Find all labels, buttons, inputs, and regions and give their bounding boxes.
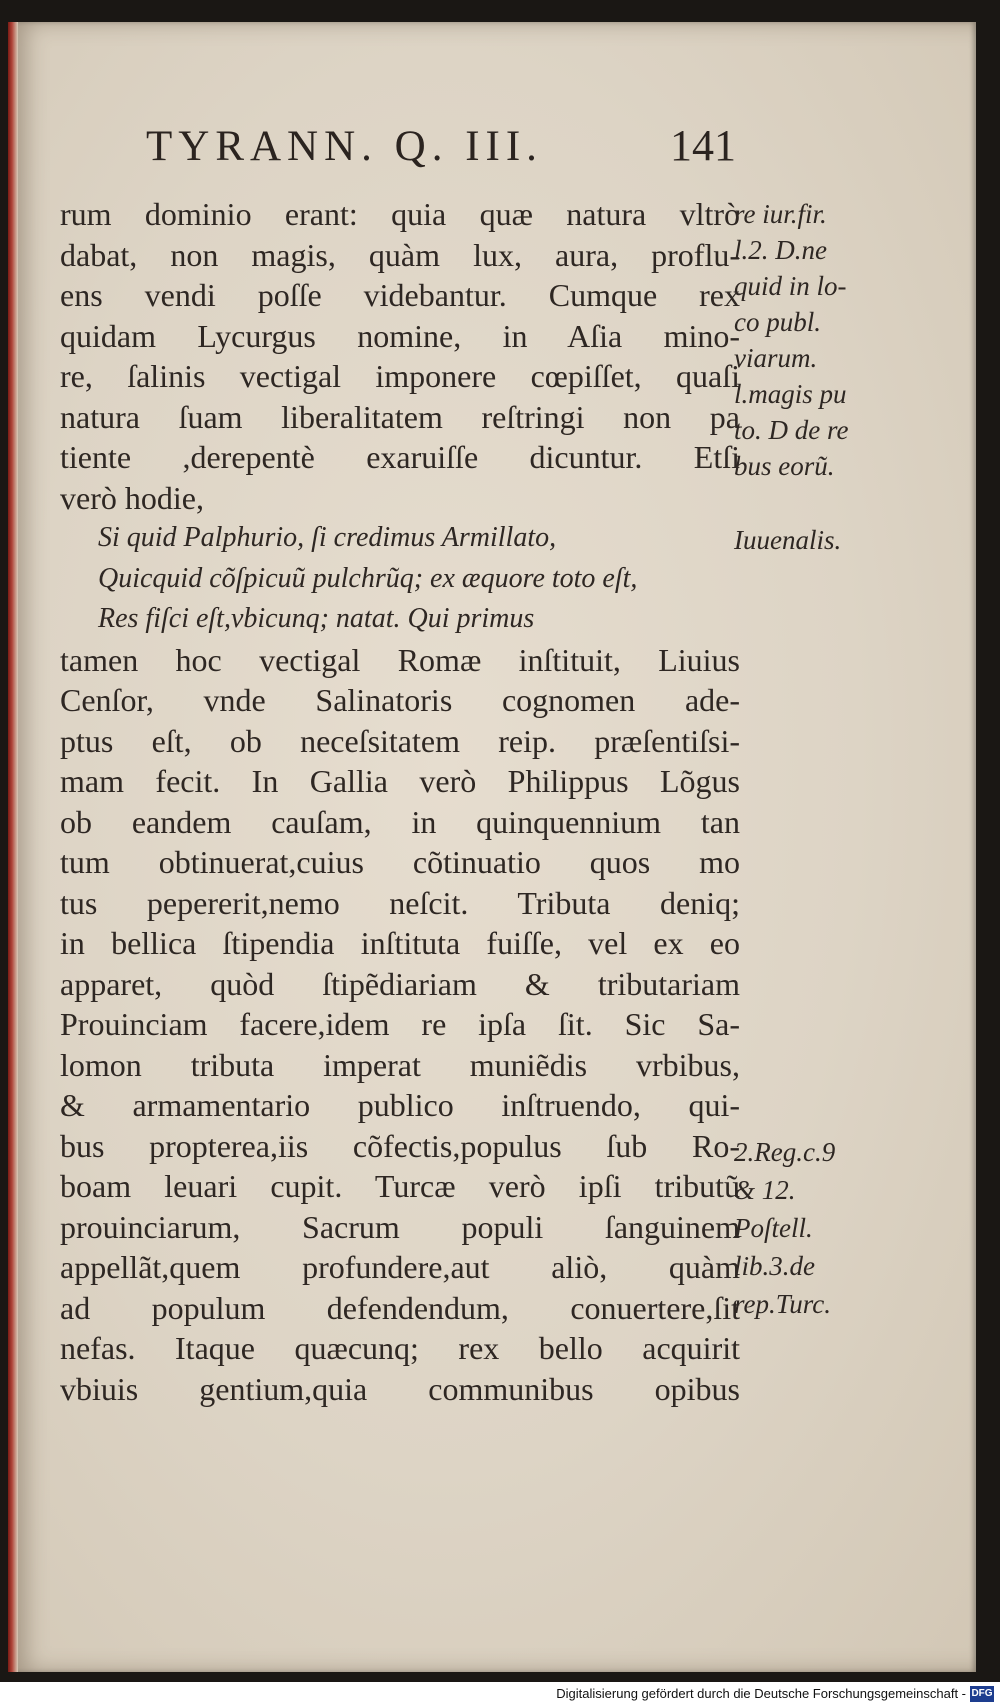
margin-note: rep.Turc. bbox=[734, 1289, 832, 1319]
verse-line: Res fiſci eſt,vbicunq; natat. Qui primus bbox=[98, 603, 535, 634]
dfg-logo-icon: DFG bbox=[970, 1686, 994, 1702]
page-edge bbox=[8, 22, 18, 1672]
text-line: Cenſor, vnde Salinatoris cognomen ade- bbox=[60, 682, 740, 718]
text-line: ptus eſt, ob neceſsitatem reip. præſentiſsi- bbox=[60, 722, 740, 759]
text-line: tus pepererit,nemo neſcit. Tributa deniq; bbox=[60, 884, 740, 921]
body-text bbox=[60, 194, 740, 1409]
text-line: ens vendi poſſe videbantur. Cumque rex bbox=[60, 277, 740, 313]
page-number: 141 bbox=[670, 121, 736, 170]
margin-note: & 12. bbox=[734, 1175, 796, 1205]
margin-note: viarum. bbox=[734, 343, 818, 373]
margin-note: to. D de re bbox=[734, 415, 849, 445]
running-head: TYRANN. Q. III. bbox=[146, 123, 543, 170]
text-line: & armamentario publico inſtruendo, qui- bbox=[60, 1087, 740, 1123]
verse-line: Si quid Palphurio, ſi credimus Armillato, bbox=[98, 522, 557, 553]
text-line: nefas. Itaque quæcunq; rex bello acquirit bbox=[60, 1330, 740, 1366]
page-header bbox=[146, 120, 736, 180]
text-line: ob eandem cauſam, in quinquennium tan bbox=[60, 803, 740, 840]
credit-bar bbox=[0, 1682, 1000, 1707]
margin-note: 2.Reg.c.9 bbox=[734, 1137, 836, 1167]
credit-text: Digitalisierung gefördert durch die Deutsche Forschungsgemeinschaft - bbox=[556, 1686, 966, 1701]
verse-line: Quicquid cõſpicuũ pulchrũq; ex æquore toto eſt, bbox=[98, 562, 638, 594]
text-line: lomon tributa imperat muniẽdis vrbibus, bbox=[60, 1046, 740, 1083]
text-line: dabat, non magis, quàm lux, aura, proflu- bbox=[60, 236, 740, 273]
book-page bbox=[8, 22, 976, 1672]
text-line: apparet, quòd ſtipẽdiariam & tributariam bbox=[60, 965, 740, 1002]
margin-note: Poſtell. bbox=[734, 1213, 813, 1243]
margin-note: Iuuenalis. bbox=[734, 525, 842, 555]
margin-note: quid in lo- bbox=[734, 271, 847, 301]
text-line: ad populum defendendum, conuertere,ſit bbox=[60, 1289, 740, 1326]
margin-note: l.magis pu bbox=[734, 379, 847, 409]
text-line: rum dominio erant: quia quæ natura vltrò bbox=[60, 196, 740, 232]
margin-note: l.2. D.ne bbox=[734, 235, 827, 265]
text-line: Prouinciam facere,idem re ipſa ſit. Sic Sa- bbox=[60, 1006, 740, 1042]
text-line: tamen hoc vectigal Romæ inſtituit, Liuius bbox=[60, 641, 740, 678]
text-line: boam leuari cupit. Turcæ verò ipſi tributũ bbox=[60, 1168, 740, 1204]
text-line: bus propterea,iis cõfectis,populus ſub Ro- bbox=[60, 1127, 740, 1164]
text-line: vbiuis gentium,quia communibus opibus bbox=[60, 1370, 740, 1407]
text-line: prouinciarum, Sacrum populi ſanguinem bbox=[60, 1208, 740, 1245]
margin-note: co publ. bbox=[734, 307, 821, 337]
text-line: appellãt,quem profundere,aut aliò, quàm bbox=[60, 1249, 740, 1285]
text-line: tiente ,derepentè exaruiſſe dicuntur. Etſi bbox=[60, 439, 740, 475]
text-line: verò hodie, bbox=[60, 479, 204, 516]
margin-note: lib.3.de bbox=[734, 1251, 815, 1281]
text-line: mam fecit. In Gallia verò Philippus Lõgus bbox=[60, 763, 740, 799]
margin-note: re iur.fir. bbox=[734, 199, 827, 229]
text-line: in bellica ſtipendia inſtituta fuiſſe, vel ex eo bbox=[60, 925, 740, 961]
text-line: tum obtinuerat,cuius cõtinuatio quos mo bbox=[60, 844, 740, 880]
text-line: natura ſuam liberalitatem reſtringi non pa bbox=[60, 398, 740, 435]
text-line: quidam Lycurgus nomine, in Aſia mino- bbox=[60, 317, 740, 354]
margin-note: bus eorũ. bbox=[734, 451, 835, 481]
text-line: re, ſalinis vectigal imponere cœpiſſet, quaſi bbox=[60, 358, 740, 394]
